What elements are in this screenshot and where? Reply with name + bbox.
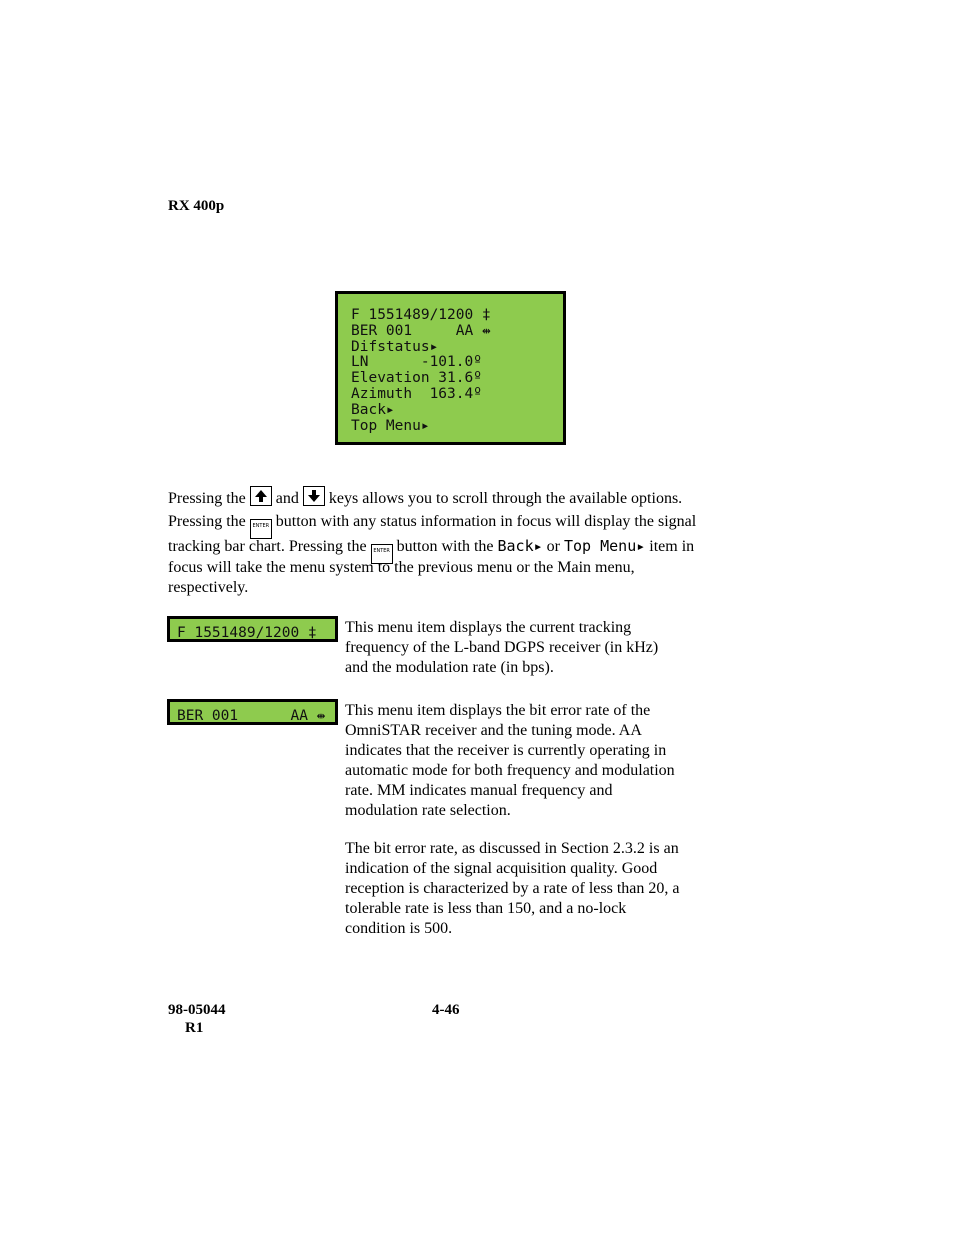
text: The bit error rate, as discussed in Section 2.3.2 is an [345,840,679,857]
text: tolerable rate is less than 150, and a no-lock [345,900,627,917]
lcd-line-elevation: Elevation 31.6º [351,370,482,387]
text: frequency of the L-band DGPS receiver (in kHz) [345,639,659,656]
lcd-ber-item [167,699,338,725]
text: or [546,538,560,555]
text: button with any status information in focus will display the signal [275,513,697,530]
text: indication of the signal acquisition quality. Good [345,860,658,877]
lcd-ber-text: BER 001 AA ⇹ [177,708,326,724]
text: Pressing the [168,490,246,507]
inline-back-label: Back▸ [497,537,543,555]
footer-page-number: 4-46 [432,1002,460,1018]
lcd-frequency-text: F 1551489/1200 ‡ [177,625,317,641]
lcd-line-top-menu: Top Menu▸ [351,417,430,434]
text: condition is 500. [345,920,453,937]
lcd-line-back: Back▸ [351,401,395,418]
text: indicates that the receiver is currently operating in [345,742,667,759]
text: modulation rate selection. [345,802,511,819]
inline-top-menu-label: Top Menu▸ [563,537,646,555]
text: and the modulation rate (in bps). [345,659,554,676]
text: This menu item displays the current tracking [345,619,632,636]
text: OmniSTAR receiver and the tuning mode. AA [345,722,642,739]
text: keys allows you to scroll through the available options. [328,490,683,507]
down-arrow-key-icon [303,486,325,506]
enter-key-icon: ENTER [250,519,272,539]
instruction-paragraph [168,486,768,598]
lcd-line-ln: LN -101.0º [351,354,482,371]
lcd-line-ber: BER 001 AA ⇹ [351,322,491,339]
up-arrow-key-icon [250,486,272,506]
text: rate. MM indicates manual frequency and [345,782,613,799]
ber-quality-description [345,839,715,939]
enter-key-icon: ENTER [371,544,393,564]
text: button with the [396,538,494,555]
running-header: RX 400p [168,198,225,214]
text: tracking bar chart. Pressing the [168,538,367,555]
text: reception is characterized by a rate of less than 20, a [345,880,680,897]
ber-description [345,701,715,821]
text: Pressing the [168,513,246,530]
frequency-description [345,618,715,678]
text: automatic mode for both frequency and modulation [345,762,675,779]
lcd-line-difstatus: Difstatus▸ [351,338,439,355]
text: focus will take the menu system to the previous menu or the Main menu, [168,559,635,576]
footer-doc-number: 98-05044 [168,1002,226,1018]
text: respectively. [168,579,249,596]
footer-revision: R1 [185,1020,204,1036]
lcd-frequency-item [167,616,338,642]
lcd-line-frequency: F 1551489/1200 ‡ [351,307,491,323]
lcd-screen [335,291,566,445]
text: This menu item displays the bit error rate of the [345,702,651,719]
text: and [275,490,299,507]
lcd-line-azimuth: Azimuth 163.4º [351,385,482,402]
text: item in [649,538,695,555]
